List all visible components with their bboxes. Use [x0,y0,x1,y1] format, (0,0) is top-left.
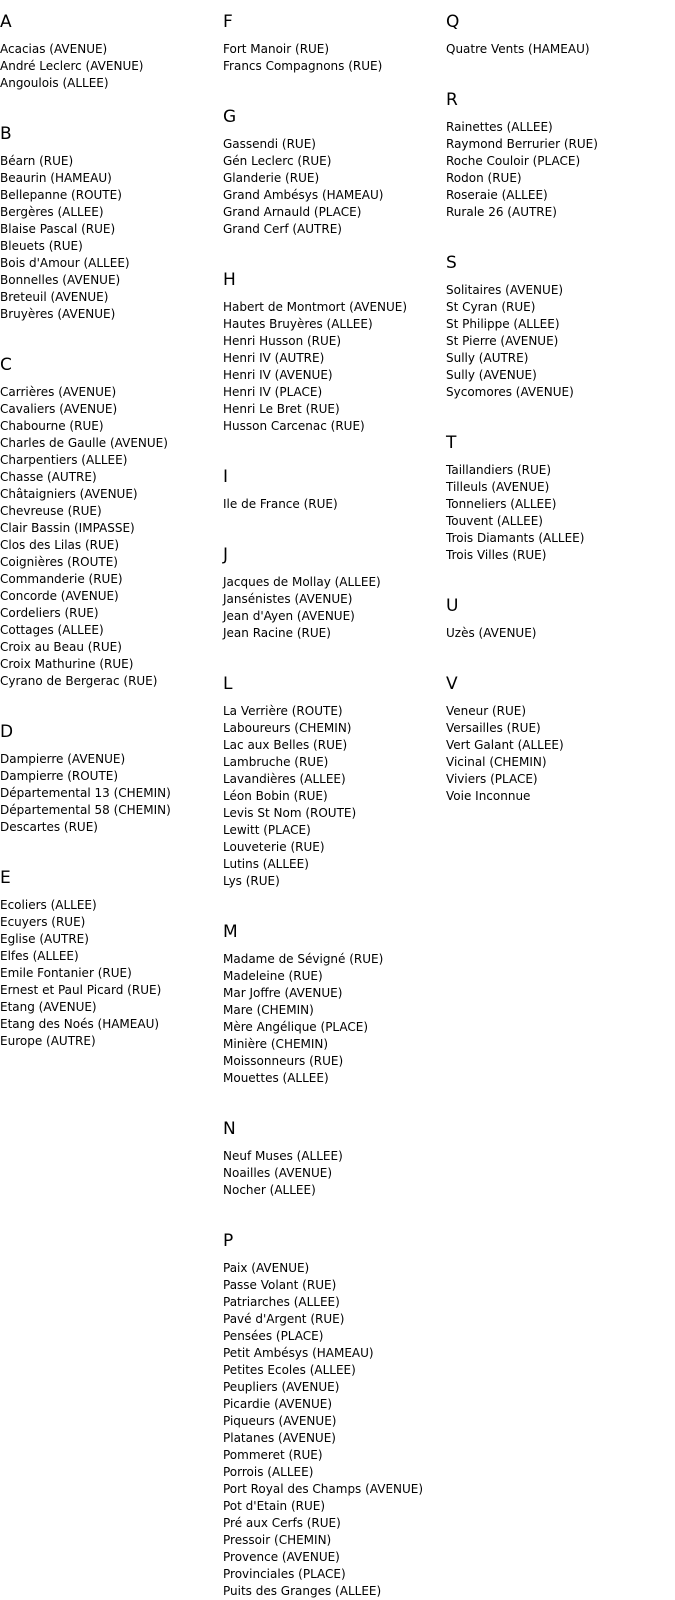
letter-heading: R [446,90,458,110]
street-link[interactable]: Bois d'Amour (ALLEE) [0,256,130,270]
street-link[interactable]: Pommeret (RUE) [223,1448,323,1462]
street-link[interactable]: Beaurin (HAMEAU) [0,171,112,185]
street-link[interactable]: Léon Bobin (RUE) [223,789,328,803]
street-link[interactable]: Bonnelles (AVENUE) [0,273,121,287]
street-list [0,897,222,1050]
street-link[interactable]: Clair Bassin (IMPASSE) [0,521,135,535]
letter-heading: A [0,12,12,32]
letter-heading: S [446,253,457,273]
street-link[interactable]: Départemental 58 (CHEMIN) [0,803,171,817]
street-link[interactable]: Lac aux Belles (RUE) [223,738,348,752]
street-list [0,153,222,323]
letter-heading: V [446,674,458,694]
street-link[interactable]: Laboureurs (CHEMIN) [223,721,352,735]
section-spacer [0,836,222,856]
street-link[interactable]: Ernest et Paul Picard (RUE) [0,983,162,997]
street-link[interactable]: Henri IV (AUTRE) [223,351,325,365]
street-list [223,41,445,75]
street-list [223,703,445,890]
street-link[interactable]: Chevreuse (RUE) [0,504,102,518]
street-link[interactable]: Concorde (AVENUE) [0,589,119,603]
street-link[interactable]: Croix au Beau (RUE) [0,640,122,654]
street-link[interactable]: Lys (RUE) [223,874,280,888]
letter-section [0,836,222,1050]
street-link[interactable]: Départemental 13 (CHEMIN) [0,786,171,800]
street-link[interactable]: Cordeliers (RUE) [0,606,99,620]
street-link[interactable]: Francs Compagnons (RUE) [223,59,383,73]
street-link[interactable]: Mouettes (ALLEE) [223,1071,329,1085]
street-link[interactable]: Quatre Vents (HAMEAU) [446,42,590,56]
street-list [446,703,668,805]
street-link[interactable]: La Verrière (ROUTE) [223,704,343,718]
street-link[interactable]: Etang des Noés (HAMEAU) [0,1017,160,1031]
letter-section [223,513,445,642]
section-spacer [223,1199,445,1219]
street-link[interactable]: Vicinal (CHEMIN) [446,755,547,769]
letter-heading: U [446,596,459,616]
section-spacer [0,690,222,710]
letter-heading: Q [446,12,460,32]
street-link[interactable]: Louveterie (RUE) [223,840,325,854]
street-link[interactable]: Raymond Berrurier (RUE) [446,137,598,151]
street-link[interactable]: Dampierre (AVENUE) [0,752,126,766]
letter-heading: F [223,12,233,32]
street-link[interactable]: Gassendi (RUE) [223,137,316,151]
street-link[interactable]: Henri IV (AVENUE) [223,368,333,382]
letter-section [446,564,668,642]
street-link[interactable]: Sycomores (AVENUE) [446,385,574,399]
street-link[interactable]: Roche Couloir (PLACE) [446,154,581,168]
street-link[interactable]: Paix (AVENUE) [223,1261,310,1275]
street-link[interactable]: Passe Volant (RUE) [223,1278,337,1292]
street-link[interactable]: Mar Joffre (AVENUE) [223,986,343,1000]
street-list [0,384,222,690]
section-spacer [223,435,445,455]
street-link[interactable]: Patriarches (ALLEE) [223,1295,340,1309]
street-link[interactable]: Neuf Muses (ALLEE) [223,1149,343,1163]
letter-heading: B [0,124,12,144]
street-link[interactable]: Lambruche (RUE) [223,755,329,769]
street-link[interactable]: Provence (AVENUE) [223,1550,340,1564]
street-list [0,41,222,92]
street-link[interactable]: Provinciales (PLACE) [223,1567,346,1581]
letter-section [0,323,222,690]
street-link[interactable]: Touvent (ALLEE) [446,514,543,528]
letter-section [0,690,222,836]
street-link[interactable]: Dampierre (ROUTE) [0,769,119,783]
street-link[interactable]: Vert Galant (ALLEE) [446,738,564,752]
letter-section [223,238,445,435]
street-link[interactable]: Etang (AVENUE) [0,1000,97,1014]
letter-section [223,890,445,1087]
street-link[interactable]: Angoulois (ALLEE) [0,76,109,90]
street-link[interactable]: Lutins (ALLEE) [223,857,309,871]
street-link[interactable]: Emile Fontanier (RUE) [0,966,132,980]
street-list [223,951,445,1087]
street-link[interactable]: Bruyères (AVENUE) [0,307,116,321]
street-link[interactable]: Grand Cerf (AUTRE) [223,222,342,236]
letter-heading: M [223,922,238,942]
section-spacer [223,1087,445,1107]
street-link[interactable]: Cyrano de Bergerac (RUE) [0,674,158,688]
street-link[interactable]: Tonneliers (ALLEE) [446,497,557,511]
street-link[interactable]: Petites Ecoles (ALLEE) [223,1363,356,1377]
street-link[interactable]: Moissonneurs (RUE) [223,1054,344,1068]
letter-heading: L [223,674,233,694]
street-link[interactable]: Noailles (AVENUE) [223,1166,333,1180]
street-link[interactable]: Port Royal des Champs (AVENUE) [223,1482,424,1496]
letter-section [0,11,222,92]
street-link[interactable]: Jean Racine (RUE) [223,626,331,640]
street-link[interactable]: Pensées (PLACE) [223,1329,324,1343]
street-link[interactable]: Puits des Granges (ALLEE) [223,1584,382,1598]
street-link[interactable]: Blaise Pascal (RUE) [0,222,116,236]
street-link[interactable]: Roseraie (ALLEE) [446,188,548,202]
street-link[interactable]: Husson Carcenac (RUE) [223,419,365,433]
street-link[interactable]: Glanderie (RUE) [223,171,320,185]
street-list [223,574,445,642]
street-link[interactable]: Acacias (AVENUE) [0,42,108,56]
letter-heading: G [223,107,237,127]
street-link[interactable]: St Pierre (AVENUE) [446,334,559,348]
street-link[interactable]: Levis St Nom (ROUTE) [223,806,357,820]
street-link[interactable]: Nocher (ALLEE) [223,1183,316,1197]
street-link[interactable]: Jacques de Mollay (ALLEE) [223,575,381,589]
street-link[interactable]: Carrières (AVENUE) [0,385,117,399]
street-link[interactable]: Jansénistes (AVENUE) [223,592,353,606]
street-link[interactable]: Trois Diamants (ALLEE) [446,531,585,545]
section-spacer [223,75,445,95]
street-link[interactable]: Chasse (AUTRE) [0,470,97,484]
street-link[interactable]: Pressoir (CHEMIN) [223,1533,332,1547]
street-link[interactable]: Fort Manoir (RUE) [223,42,330,56]
letter-section [446,11,668,58]
street-link[interactable]: Sully (AVENUE) [446,368,537,382]
street-link[interactable]: Pré aux Cerfs (RUE) [223,1516,341,1530]
street-link[interactable]: Henri Husson (RUE) [223,334,342,348]
street-link[interactable]: Commanderie (RUE) [0,572,123,586]
street-link[interactable]: Rurale 26 (AUTRE) [446,205,557,219]
street-link[interactable]: Mare (CHEMIN) [223,1003,314,1017]
street-list [223,136,445,238]
street-link[interactable]: Henri IV (PLACE) [223,385,323,399]
letter-heading: J [223,545,229,565]
street-link[interactable]: Charpentiers (ALLEE) [0,453,128,467]
letter-section [223,75,445,238]
street-link[interactable]: Sully (AUTRE) [446,351,529,365]
street-link[interactable]: St Philippe (ALLEE) [446,317,560,331]
letter-section [223,435,445,513]
street-link[interactable]: Charles de Gaulle (AVENUE) [0,436,168,450]
street-link[interactable]: Châtaigniers (AVENUE) [0,487,138,501]
street-link[interactable]: Petit Ambésys (HAMEAU) [223,1346,374,1360]
street-link[interactable]: Bergères (ALLEE) [0,205,104,219]
street-link[interactable]: Europe (AUTRE) [0,1034,96,1048]
street-link[interactable]: Cavaliers (AVENUE) [0,402,118,416]
street-link[interactable]: Rainettes (ALLEE) [446,120,553,134]
street-link[interactable]: St Cyran (RUE) [446,300,536,314]
street-link[interactable]: Picardie (AVENUE) [223,1397,333,1411]
street-link[interactable]: Grand Arnauld (PLACE) [223,205,362,219]
street-link[interactable]: Descartes (RUE) [0,820,98,834]
street-link[interactable]: Jean d'Ayen (AVENUE) [223,609,355,623]
street-list [223,1260,445,1600]
letter-section [223,1199,445,1600]
letter-section [446,58,668,221]
street-link[interactable]: Taillandiers (RUE) [446,463,552,477]
street-link[interactable]: Tilleuls (AVENUE) [446,480,550,494]
street-link[interactable]: Rodon (RUE) [446,171,522,185]
street-link[interactable]: Voie Inconnue [446,789,531,803]
street-link[interactable]: André Leclerc (AVENUE) [0,59,144,73]
street-link[interactable]: Henri Le Bret (RUE) [223,402,340,416]
section-spacer [446,221,668,241]
street-link[interactable]: Lavandières (ALLEE) [223,772,346,786]
section-spacer [223,642,445,662]
street-list [446,282,668,401]
street-link[interactable]: Versailles (RUE) [446,721,541,735]
street-list [446,119,668,221]
street-link[interactable]: Peupliers (AVENUE) [223,1380,340,1394]
street-list [0,751,222,836]
street-link[interactable]: Mère Angélique (PLACE) [223,1020,369,1034]
letter-heading: E [0,868,11,888]
street-link[interactable]: Pavé d'Argent (RUE) [223,1312,345,1326]
street-link[interactable]: Béarn (RUE) [0,154,74,168]
street-link[interactable]: Minière (CHEMIN) [223,1037,329,1051]
street-link[interactable]: Solitaires (AVENUE) [446,283,564,297]
section-spacer [223,890,445,910]
section-spacer [446,58,668,78]
index-column [446,0,668,805]
street-link[interactable]: Chabourne (RUE) [0,419,104,433]
letter-section [446,401,668,564]
street-link[interactable]: Coignières (ROUTE) [0,555,118,569]
street-list [446,462,668,564]
street-link[interactable]: Ecuyers (RUE) [0,915,86,929]
street-link[interactable]: Porrois (ALLEE) [223,1465,314,1479]
street-link[interactable]: Platanes (AVENUE) [223,1431,336,1445]
street-link[interactable]: Elfes (ALLEE) [0,949,79,963]
letter-heading: C [0,355,12,375]
street-list [223,496,445,513]
letter-section [223,11,445,75]
street-link[interactable]: Ile de France (RUE) [223,497,338,511]
street-link[interactable]: Bellepanne (ROUTE) [0,188,122,202]
letter-section [446,221,668,401]
street-link[interactable]: Viviers (PLACE) [446,772,538,786]
street-link[interactable]: Habert de Montmort (AVENUE) [223,300,408,314]
section-spacer [446,642,668,662]
street-link[interactable]: Ecoliers (ALLEE) [0,898,97,912]
street-link[interactable]: Eglise (AUTRE) [0,932,89,946]
street-link[interactable]: Lewitt (PLACE) [223,823,311,837]
street-list [446,625,668,642]
street-link[interactable]: Madame de Sévigné (RUE) [223,952,384,966]
section-spacer [446,401,668,421]
section-spacer [0,323,222,343]
letter-section [0,92,222,323]
street-link[interactable]: Piqueurs (AVENUE) [223,1414,337,1428]
section-spacer [223,513,445,533]
street-link[interactable]: Clos des Lilas (RUE) [0,538,120,552]
letter-heading: H [223,270,236,290]
street-link[interactable]: Croix Mathurine (RUE) [0,657,134,671]
letter-heading: D [0,722,14,742]
street-link[interactable]: Madeleine (RUE) [223,969,323,983]
street-link[interactable]: Uzès (AVENUE) [446,626,537,640]
letter-section [223,642,445,890]
street-link[interactable]: Hautes Bruyères (ALLEE) [223,317,373,331]
index-column [223,0,445,1600]
letter-heading: T [446,433,457,453]
street-link[interactable]: Pot d'Etain (RUE) [223,1499,326,1513]
letter-section [446,642,668,805]
letter-section [223,1087,445,1199]
letter-heading: I [223,467,229,487]
index-column [0,0,222,1050]
section-spacer [223,238,445,258]
letter-heading: N [223,1119,236,1139]
street-link[interactable]: Trois Villes (RUE) [446,548,547,562]
section-spacer [0,92,222,112]
street-link[interactable]: Breteuil (AVENUE) [0,290,109,304]
street-link[interactable]: Grand Ambésys (HAMEAU) [223,188,384,202]
street-list [223,299,445,435]
street-link[interactable]: Veneur (RUE) [446,704,527,718]
street-list [446,41,668,58]
street-link[interactable]: Cottages (ALLEE) [0,623,104,637]
street-link[interactable]: Gén Leclerc (RUE) [223,154,332,168]
letter-heading: P [223,1231,234,1251]
street-list [223,1148,445,1199]
section-spacer [446,564,668,584]
street-link[interactable]: Bleuets (RUE) [0,239,83,253]
